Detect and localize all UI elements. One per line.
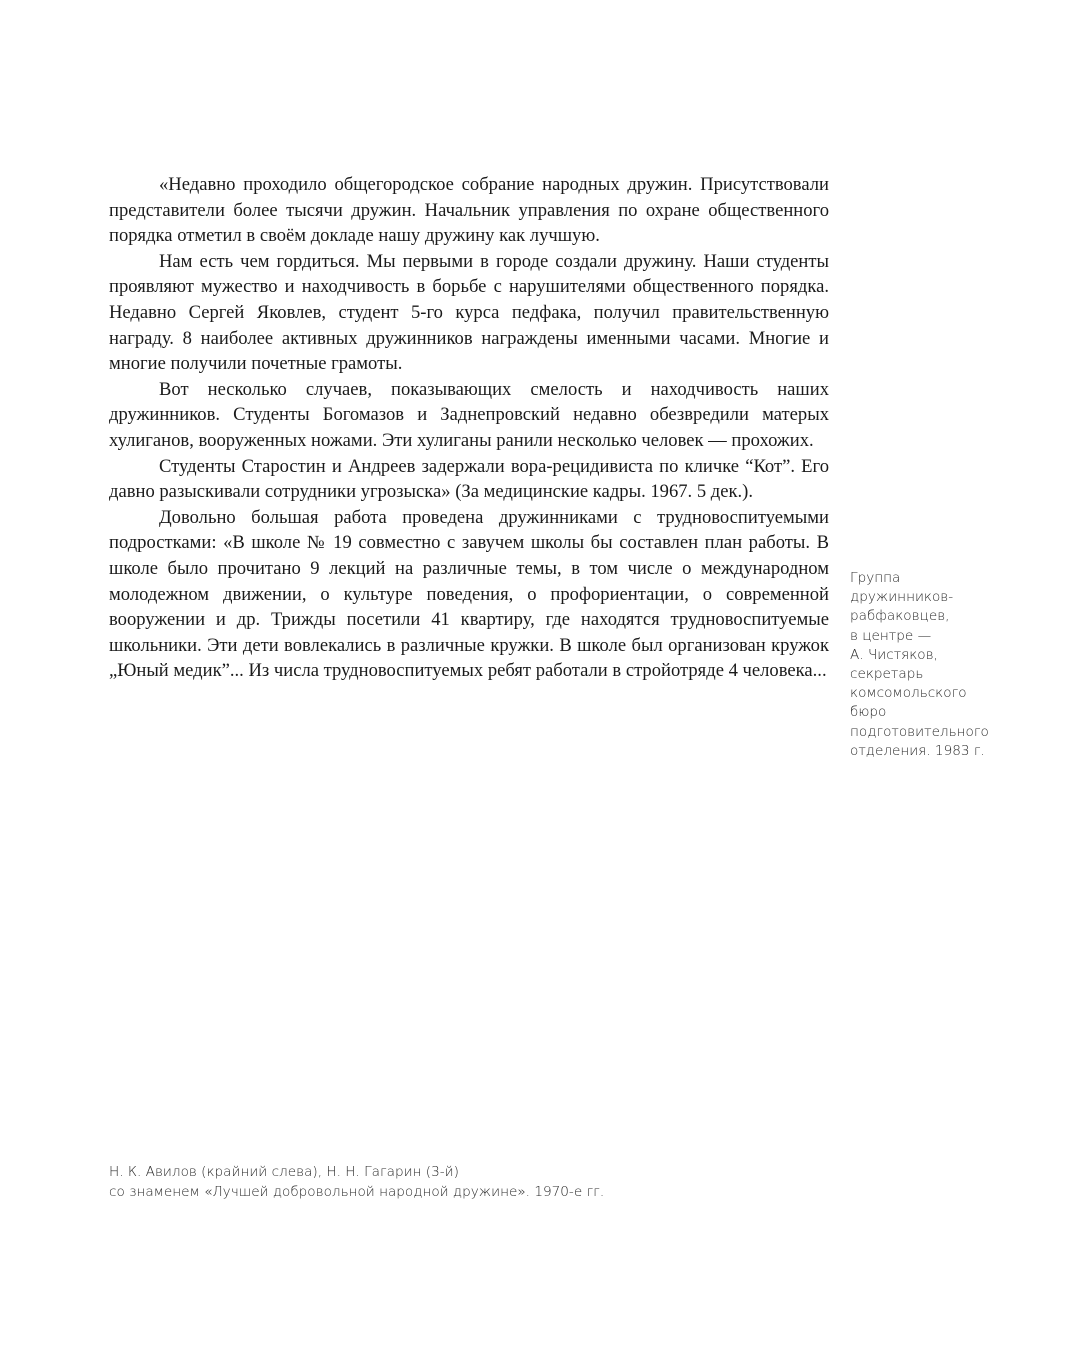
photo-caption-bottom (109, 1162, 809, 1202)
paragraph-3: Вот несколько случаев, показывающих смелость и находчивость наших дружинников. Студенты Богомазов и Заднепровский недавно обезвредили матерых хулиганов, вооруженных ножами. Эти хулиганы ранили несколько человек — прохожих. (109, 378, 829, 451)
caption-line: отделения. 1983 г. (850, 742, 985, 759)
caption-line: комсомольского (850, 685, 967, 702)
caption-line: Группа (850, 570, 901, 586)
caption-line: подготовительного (850, 723, 989, 740)
caption-line: рабфаковцев, (850, 608, 950, 625)
paragraph-5: Довольно большая работа проведена дружинниками с трудновоспитуемыми подростками: «В школе № 19 совместно с завучем школы бы составлен план работы. В школе было прочитано 9 лекций на различные темы, в том числе о международном молодежном движении, о культуре поведения, о профориентации, о современной вооружении и др. Трижды посетили 41 квартиру, где находятся трудновоспитуемые школьники. Эти дети вовлекались в различные кружки. В школе был организован кружок „Юный медик”... Из числа трудновоспитуемых ребят работали в стройотряде 4 человека... (109, 506, 829, 682)
caption-line: со знаменем «Лучшей добровольной народной дружине». 1970-е гг. (109, 1184, 605, 1200)
caption-line: бюро (850, 704, 887, 721)
caption-line: Н. К. Авилов (крайний слева), Н. Н. Гагарин (3-й) (109, 1164, 459, 1180)
paragraph-1: «Недавно проходило общегородское собрание народных дружин. Присутствовали представители более тысячи дружин. Начальник управления по охране общественного порядка отметил в своём докладе нашу дружину как лучшую. (109, 174, 829, 247)
caption-line: дружинников- (850, 589, 954, 606)
caption-line: А. Чистяков, (850, 646, 938, 663)
article-body (109, 172, 829, 684)
photo-caption-right (850, 569, 1010, 761)
caption-line: в центре — (850, 627, 932, 644)
caption-line: секретарь (850, 666, 924, 683)
paragraph-4: Студенты Старостин и Андреев задержали вора-рецидивиста по кличке “Кот”. Его давно разыскивали сотрудники угрозыска» (За медицинские кадры. 1967. 5 дек.). (109, 455, 829, 503)
paragraph-2: Нам есть чем гордиться. Мы первыми в городе создали дружину. Наши студенты проявляют мужество и находчивость в борьбе с нарушителями общественного порядка. Недавно Сергей Яковлев, студент 5-го курса педфака, получил правительственную награду. 8 наиболее активных дружинников награждены именными часами. Многие и многие получили почетные грамоты. (109, 250, 829, 375)
